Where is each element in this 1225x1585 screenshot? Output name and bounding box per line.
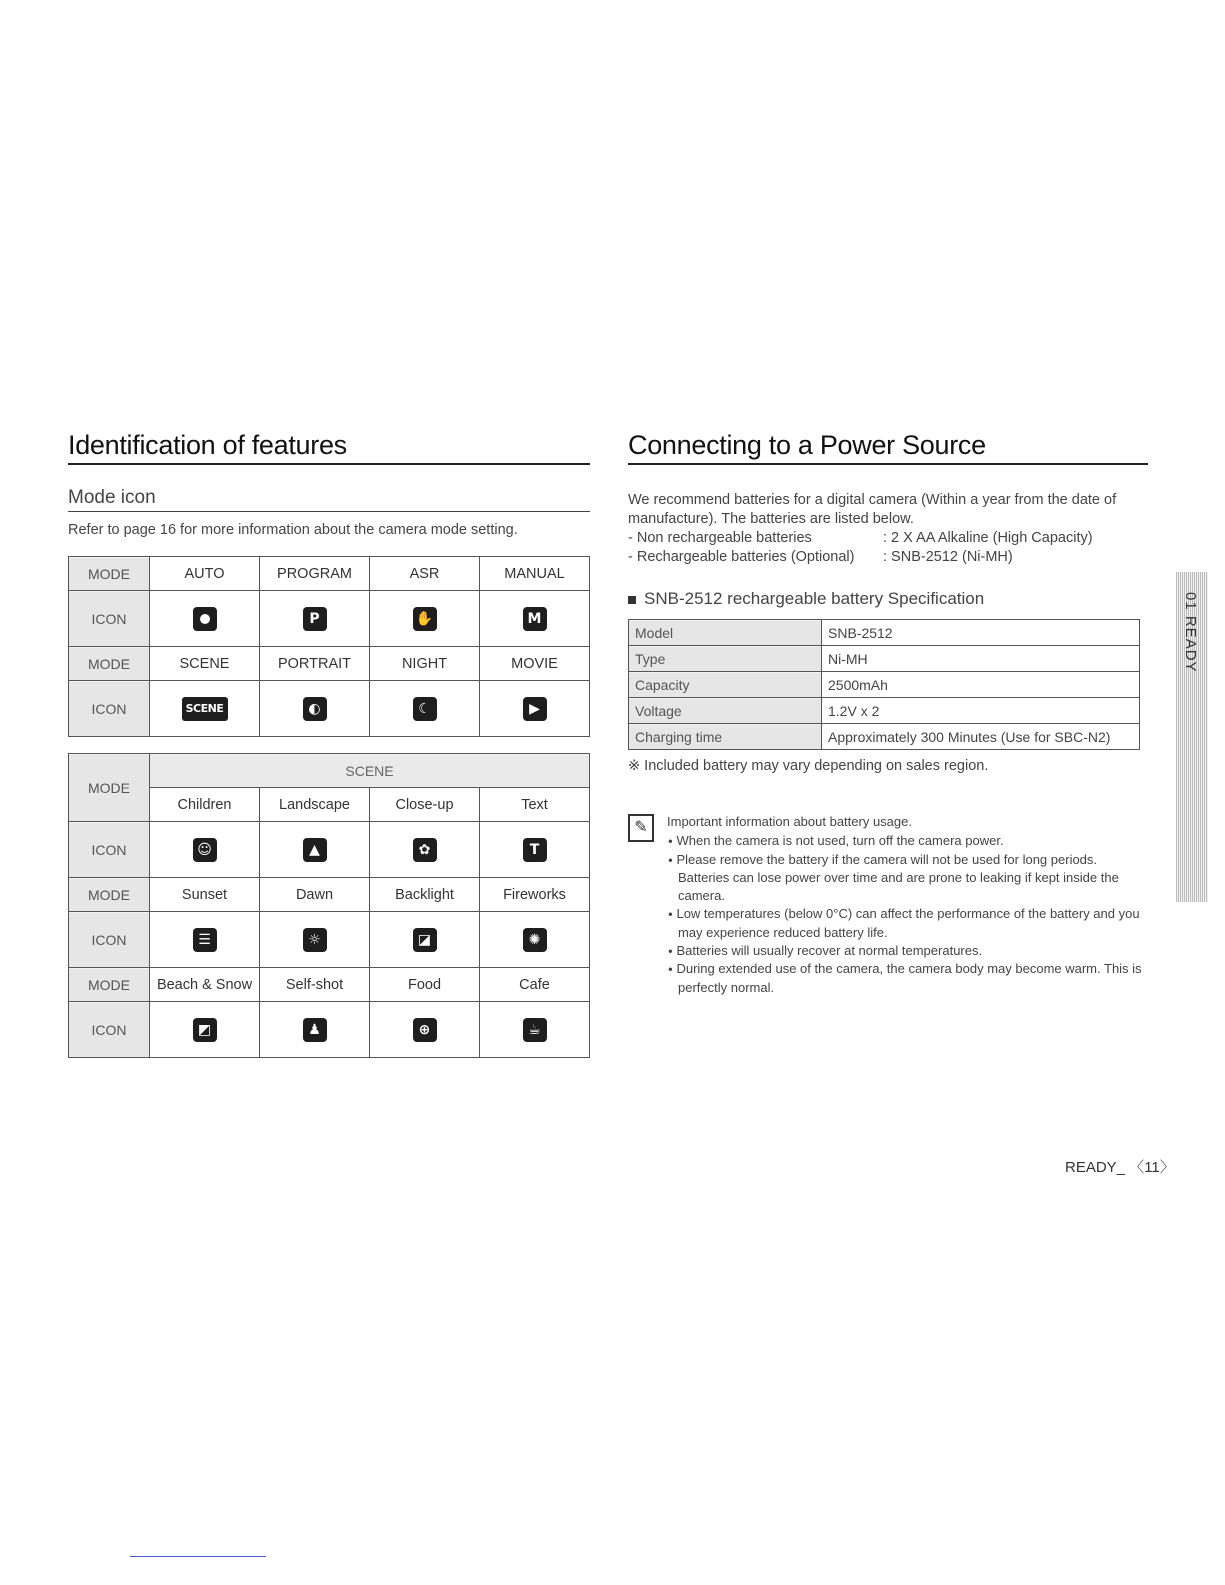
battery1-label: - Non rechargeable batteries: [628, 530, 812, 546]
scene-fireworks: Fireworks: [480, 878, 590, 912]
mode-movie: MOVIE: [480, 647, 590, 681]
asr-hand-icon: ✋: [413, 607, 437, 631]
portrait-icon: ◐: [303, 697, 327, 721]
scene-landscape: Landscape: [260, 788, 370, 822]
section-title-identification: Identification of features: [68, 430, 590, 465]
spec-key: Model: [629, 620, 822, 646]
scene-dawn: Dawn: [260, 878, 370, 912]
scene-sunset: Sunset: [150, 878, 260, 912]
scene-backlight: Backlight: [370, 878, 480, 912]
spec-key: Voltage: [629, 698, 822, 724]
program-icon: P: [303, 607, 327, 631]
mode-portrait: PORTRAIT: [260, 647, 370, 681]
icon-header: ICON: [69, 591, 150, 647]
region-note: ※ Included battery may vary depending on sales region.: [628, 758, 989, 774]
food-icon: ⊕: [413, 1018, 437, 1042]
landscape-icon: ▲: [303, 838, 327, 862]
icon-header: ICON: [69, 912, 150, 968]
auto-camera-icon: [193, 607, 217, 631]
scene-food: Food: [370, 968, 480, 1002]
scene-cafe: Cafe: [480, 968, 590, 1002]
mode-header: MODE: [69, 647, 150, 681]
mode-program: PROGRAM: [260, 557, 370, 591]
icon-header: ICON: [69, 822, 150, 878]
spec-title: SNB-2512 rechargeable battery Specification: [628, 589, 1148, 609]
mode-auto: AUTO: [150, 557, 260, 591]
mode-header: MODE: [69, 557, 150, 591]
chapter-side-tab: [1176, 572, 1208, 902]
list-item: ● Batteries will usually recover at normal temperatures.: [668, 942, 983, 958]
info-list: [628, 832, 1148, 997]
info-box: [628, 814, 1148, 997]
left-column: [68, 430, 590, 1058]
battery-row-1: [628, 529, 1148, 548]
icon-header: ICON: [69, 681, 150, 737]
battery1-value: : 2 X AA Alkaline (High Capacity): [883, 530, 1093, 546]
scene-closeup: Close-up: [370, 788, 480, 822]
spec-value: 1.2V x 2: [822, 698, 1140, 724]
right-column: [628, 430, 1148, 997]
backlight-icon: ◪: [413, 928, 437, 952]
children-icon: ☺: [193, 838, 217, 862]
manual-m-icon: M: [523, 607, 547, 631]
mode-header: MODE: [69, 968, 150, 1002]
spec-value: Ni-MH: [822, 646, 1140, 672]
closeup-flower-icon: ✿: [413, 838, 437, 862]
page-footer: READY_ 〈11〉: [1065, 1159, 1175, 1176]
scene-self-shot: Self-shot: [260, 968, 370, 1002]
chapter-label: 01 READY: [1182, 592, 1199, 673]
mode-header: MODE: [69, 878, 150, 912]
pencil-note-icon: ✎: [628, 814, 654, 842]
fireworks-icon: ✺: [523, 928, 547, 952]
night-moon-icon: ☾: [413, 697, 437, 721]
list-item: ● When the camera is not used, turn off the camera power.: [668, 833, 1004, 848]
list-item: ● During extended use of the camera, the camera body may become warm. This is perfectly normal.: [668, 961, 1142, 995]
battery-intro: We recommend batteries for a digital camera (Within a year from the date of manufacture). The batteries are listed below.: [628, 492, 1117, 527]
spec-key: Type: [629, 646, 822, 672]
battery-row-2: [628, 548, 1148, 567]
movie-icon: ▶: [523, 697, 547, 721]
text-t-icon: T: [523, 838, 547, 862]
spec-key: Capacity: [629, 672, 822, 698]
mode-header: MODE: [69, 754, 150, 822]
dawn-icon: ☼: [303, 928, 327, 952]
battery-spec-table: [628, 619, 1140, 750]
scene-children: Children: [150, 788, 260, 822]
mode-manual: MANUAL: [480, 557, 590, 591]
battery2-label: - Rechargeable batteries (Optional): [628, 549, 855, 565]
mode-scene: SCENE: [150, 647, 260, 681]
subsection-title-mode-icon: Mode icon: [68, 487, 590, 512]
scene-header: SCENE: [150, 754, 590, 788]
icon-header: ICON: [69, 1002, 150, 1058]
spec-value: Approximately 300 Minutes (Use for SBC-N2): [822, 724, 1140, 750]
intro-text: Refer to page 16 for more information about the camera mode setting.: [68, 522, 518, 538]
beach-snow-icon: ◩: [193, 1018, 217, 1042]
spec-value: 2500mAh: [822, 672, 1140, 698]
scene-beach-snow: Beach & Snow: [150, 968, 260, 1002]
section-title-power-source: Connecting to a Power Source: [628, 430, 1148, 465]
list-item: ● Please remove the battery if the camera will not be used for long periods. Batteries can lose power over time and are prone to leaking if kept inside the camera.: [668, 851, 1119, 904]
mode-asr: ASR: [370, 557, 480, 591]
scene-icon-table: [68, 753, 590, 1058]
decorative-line: [130, 1556, 266, 1557]
battery-paragraph: [628, 491, 1148, 567]
scene-text: Text: [480, 788, 590, 822]
info-heading: Important information about battery usage.: [667, 814, 912, 829]
battery2-value: : SNB-2512 (Ni-MH): [883, 549, 1013, 565]
self-shot-icon: ♟: [303, 1018, 327, 1042]
cafe-icon: ☕: [523, 1018, 547, 1042]
mode-icon-table: [68, 556, 590, 737]
scene-icon: SCENE: [182, 697, 228, 721]
mode-night: NIGHT: [370, 647, 480, 681]
spec-value: SNB-2512: [822, 620, 1140, 646]
list-item: ● Low temperatures (below 0°C) can affect the performance of the battery and you may experience reduced battery life.: [668, 906, 1140, 940]
square-bullet-icon: [628, 596, 636, 604]
spec-key: Charging time: [629, 724, 822, 750]
sunset-icon: ☰: [193, 928, 217, 952]
